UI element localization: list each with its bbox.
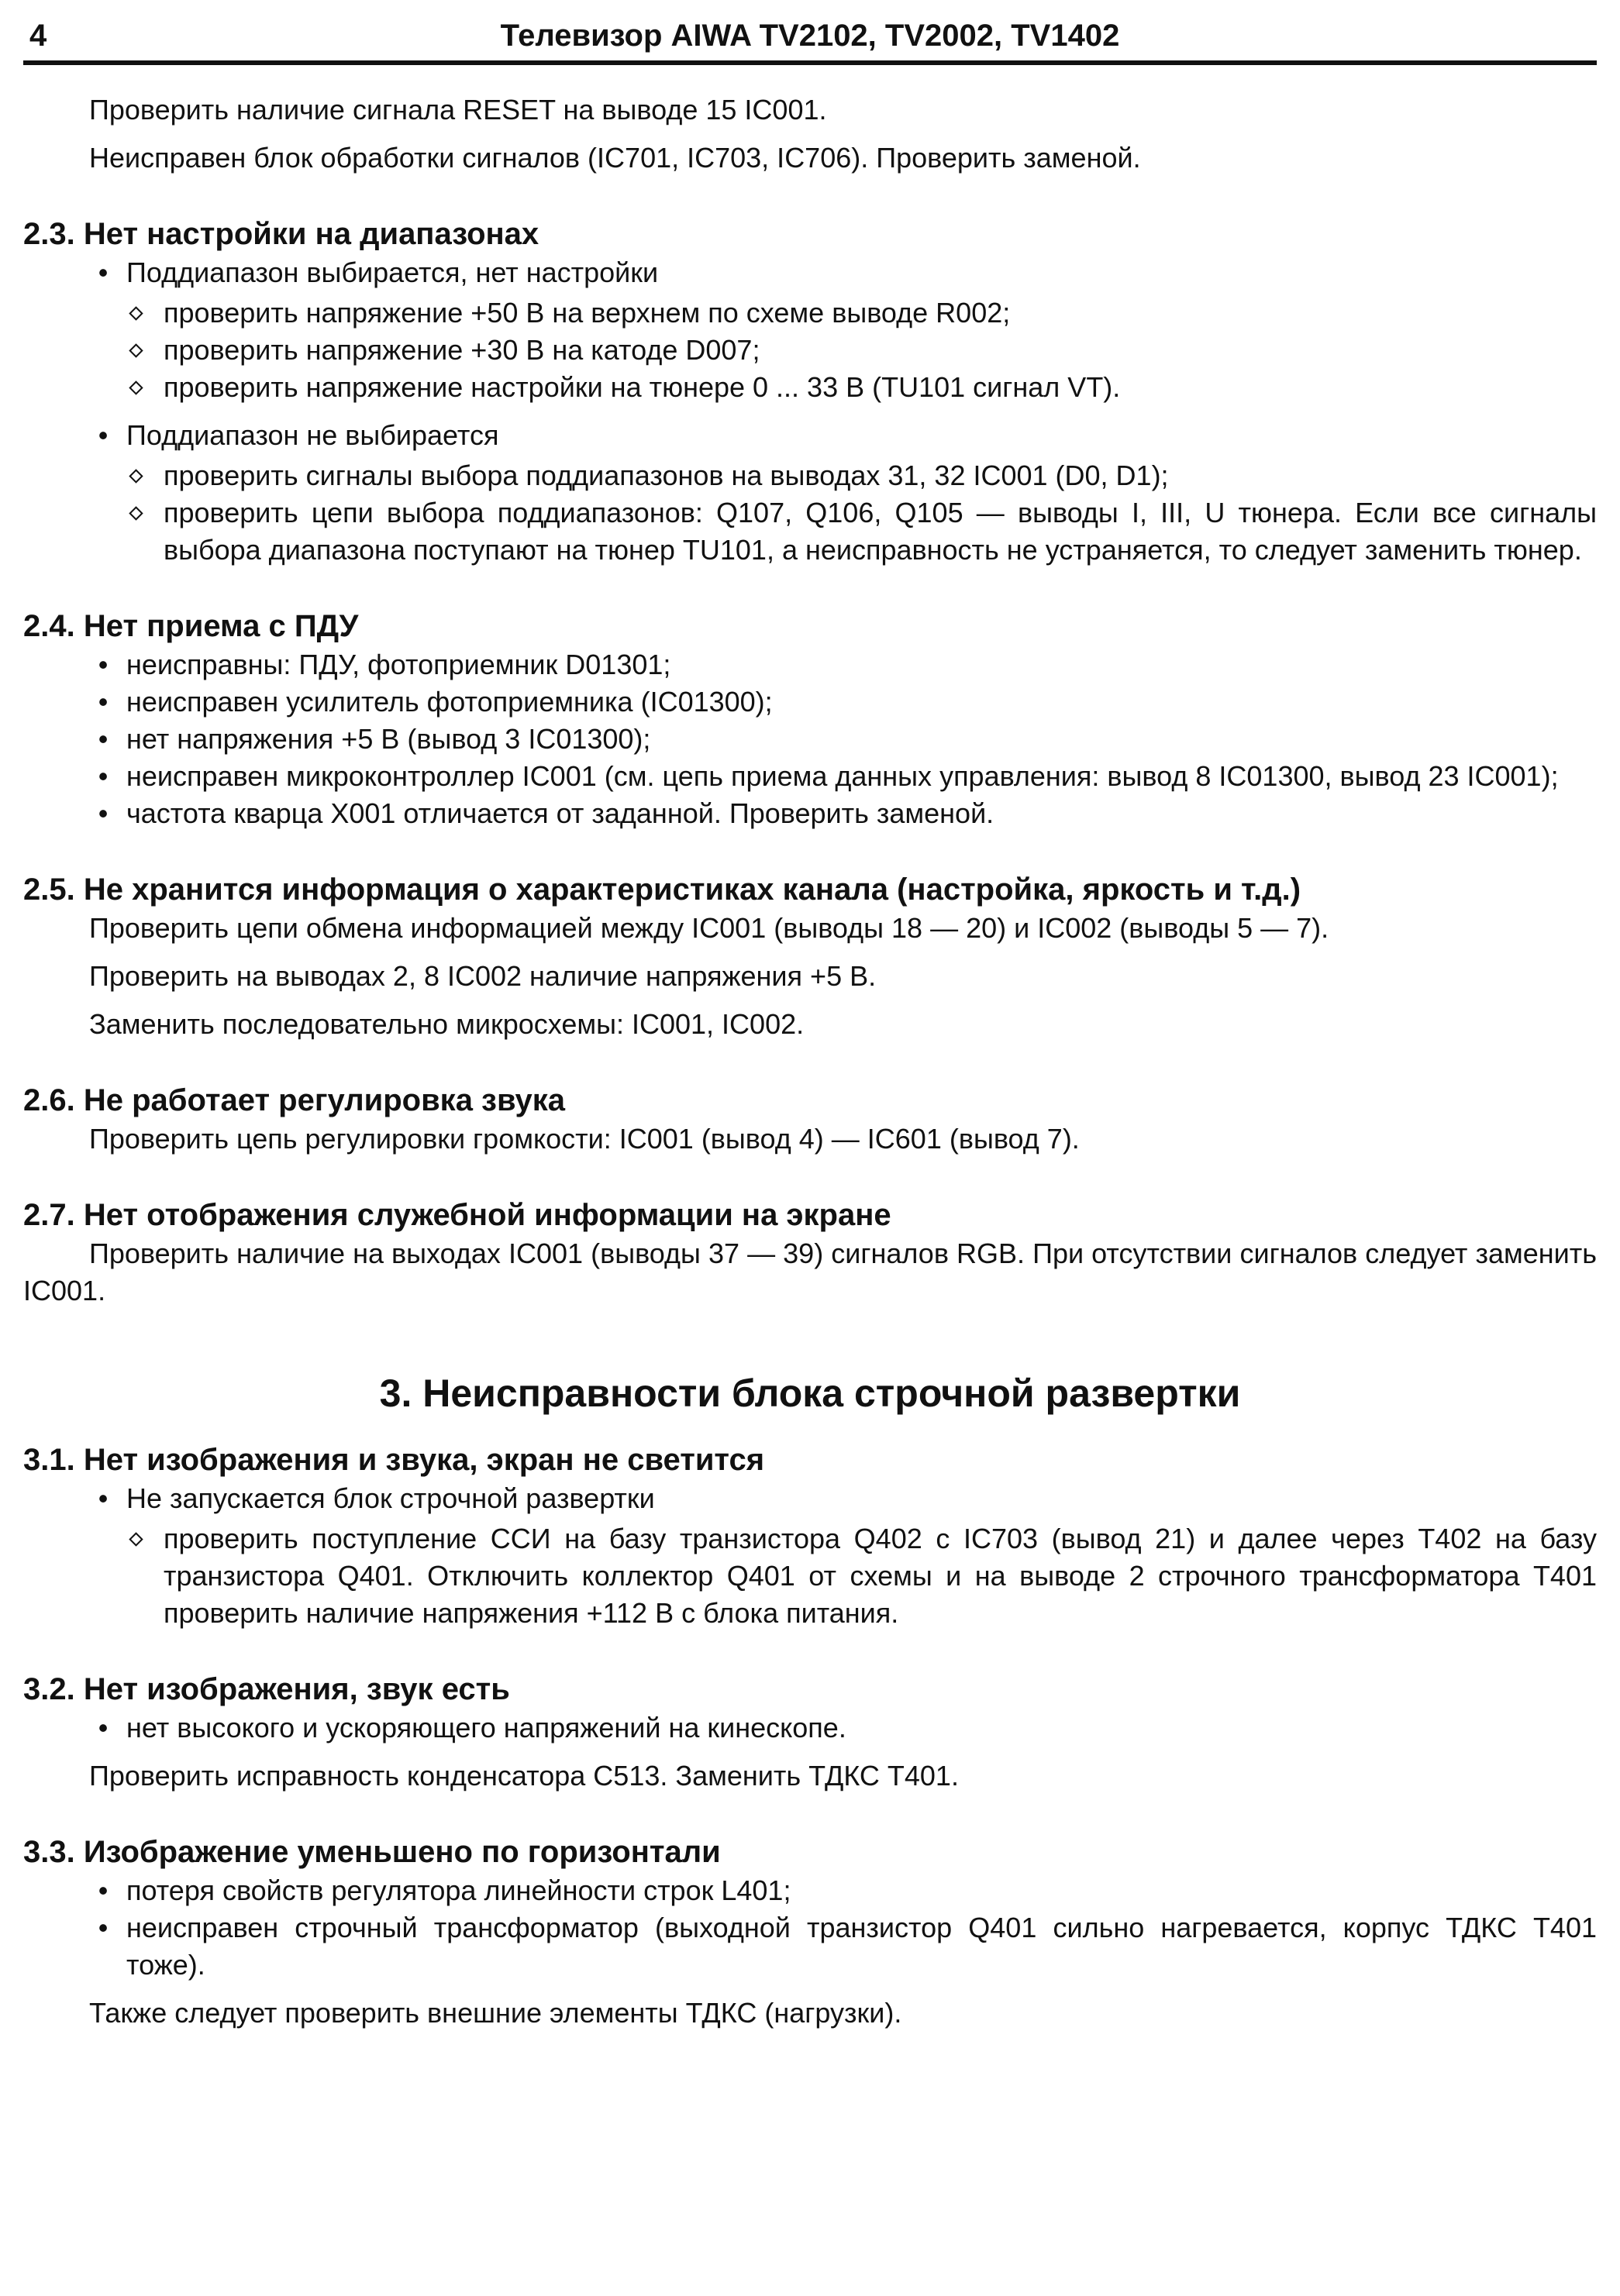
running-title: Телевизор AIWA TV2102, TV2002, TV1402 [500, 19, 1120, 53]
bullet-icon: • [98, 1712, 109, 1744]
sub-list-item [126, 332, 1597, 369]
list-item-text: неисправны: ПДУ, фотоприемник D01301; [126, 649, 671, 680]
list-item-text: нет напряжения +5 В (вывод 3 IC01300); [126, 723, 651, 755]
page-number: 4 [29, 19, 47, 53]
sub-list-item [126, 1520, 1597, 1632]
sub-list [126, 294, 1597, 406]
sub-list-item-text: проверить поступление ССИ на базу транзистора Q402 с IC703 (вывод 21) и далее через Т402 на базу транзистора Q401. Отключить коллектор Q401 от схемы и на выводе 2 строчного трансформатора Т401 проверить наличие напряжения +112 В с блока питания. [164, 1523, 1597, 1629]
section-3-3-paragraph: Также следует проверить внешние элементы ТДКС (нагрузки). [89, 1997, 902, 2029]
chapter-3-title: 3. Неисправности блока строчной развертки [379, 1372, 1241, 1415]
sub-list-item [126, 457, 1597, 494]
bullet-icon: • [98, 1482, 109, 1514]
running-header [23, 14, 1597, 65]
bullet-icon: • [98, 760, 109, 792]
section-3-3-heading: 3.3. Изображение уменьшено по горизонтали [23, 1835, 721, 1869]
section-2-7-paragraph: Проверить наличие на выходах IC001 (выводы 37 — 39) сигналов RGB. При отсутствии сигналов следует заменить IC001. [23, 1237, 1597, 1306]
list-item [89, 417, 1597, 569]
list-item [89, 646, 1597, 683]
sub-list [126, 1520, 1597, 1632]
list-item-text: неисправен строчный трансформатор (выходной транзистор Q401 сильно нагревается, корпус ТДКС Т401 тоже). [126, 1912, 1597, 1981]
sub-list-item-text: проверить цепи выбора поддиапазонов: Q107, Q106, Q105 — выводы I, III, U тюнера. Если все сигналы выбора диапазона поступают на тюнер TU101, а неисправность не устраняется, то следует заменить тюнер. [164, 497, 1597, 566]
sub-list-item-text: проверить сигналы выбора поддиапазонов на выводах 31, 32 IC001 (D0, D1); [164, 460, 1169, 491]
bullet-icon: • [98, 686, 109, 718]
list-item-text: Поддиапазон не выбирается [126, 419, 499, 451]
sub-list-item [126, 294, 1597, 332]
bullet-icon: • [98, 1874, 109, 1906]
list-item [89, 1480, 1597, 1632]
sub-list-item-text: проверить напряжение +30 В на катоде D007; [164, 334, 760, 366]
section-2-5-paragraph-3: Заменить последовательно микросхемы: IC001, IC002. [89, 1008, 805, 1040]
diamond-bullet-icon [129, 380, 143, 394]
bullet-icon: • [98, 256, 109, 288]
section-2-5-heading: 2.5. Не хранится информация о характеристиках канала (настройка, яркость и т.д.) [23, 873, 1301, 907]
section-3-2-paragraph: Проверить исправность конденсатора С513. Заменить ТДКС Т401. [89, 1760, 959, 1792]
list-item [89, 254, 1597, 406]
section-2-4-heading: 2.4. Нет приема с ПДУ [23, 609, 359, 643]
list-item [89, 1909, 1597, 1984]
section-2-7-heading: 2.7. Нет отображения служебной информации на экране [23, 1198, 891, 1232]
intro-paragraph-2: Неисправен блок обработки сигналов (IC701, IC703, IC706). Проверить заменой. [89, 142, 1141, 174]
section-2-5-paragraph-1: Проверить цепи обмена информацией между IC001 (выводы 18 — 20) и IC002 (выводы 5 — 7). [89, 912, 1329, 944]
section-2-6-heading: 2.6. Не работает регулировка звука [23, 1083, 566, 1117]
list-item [89, 721, 1597, 758]
sub-list-item-text: проверить напряжение настройки на тюнере 0 ... 33 В (TU101 сигнал VT). [164, 371, 1121, 403]
list-item [89, 795, 1597, 832]
sub-list-item-text: проверить напряжение +50 В на верхнем по схеме выводе R002; [164, 297, 1011, 329]
sub-list-item [126, 369, 1597, 406]
page-content [23, 91, 1597, 2032]
bullet-icon: • [98, 1912, 109, 1943]
list-item-text: Не запускается блок строчной развертки [126, 1482, 655, 1514]
list-item-text: нет высокого и ускоряющего напряжений на кинескопе. [126, 1712, 846, 1744]
list-item-text: Поддиапазон выбирается, нет настройки [126, 256, 659, 288]
sub-list [126, 457, 1597, 569]
diamond-bullet-icon [129, 343, 143, 357]
section-2-3-list [23, 254, 1597, 569]
diamond-bullet-icon [129, 306, 143, 320]
bullet-icon: • [98, 797, 109, 829]
intro-paragraph-1: Проверить наличие сигнала RESET на выводе 15 IC001. [89, 94, 827, 126]
section-2-3-heading: 2.3. Нет настройки на диапазонах [23, 217, 539, 251]
diamond-bullet-icon [129, 506, 143, 520]
bullet-icon: • [98, 419, 109, 451]
list-item [89, 1709, 1597, 1747]
list-item [89, 1872, 1597, 1909]
sub-list-item [126, 494, 1597, 569]
list-item-text: частота кварца X001 отличается от заданной. Проверить заменой. [126, 797, 994, 829]
diamond-bullet-icon [129, 1532, 143, 1546]
list-item [89, 683, 1597, 721]
section-3-2-heading: 3.2. Нет изображения, звук есть [23, 1672, 510, 1706]
list-item [89, 758, 1597, 795]
section-3-1-list [23, 1480, 1597, 1632]
bullet-icon: • [98, 723, 109, 755]
section-3-1-heading: 3.1. Нет изображения и звука, экран не светится [23, 1443, 765, 1477]
section-3-2-list [23, 1709, 1597, 1747]
list-item-text: неисправен усилитель фотоприемника (IC01300); [126, 686, 773, 718]
diamond-bullet-icon [129, 469, 143, 483]
list-item-text: неисправен микроконтроллер IC001 (см. цепь приема данных управления: вывод 8 IC01300, вывод 23 IC001); [126, 760, 1559, 792]
bullet-icon: • [98, 649, 109, 680]
section-2-4-list [23, 646, 1597, 832]
section-2-6-paragraph: Проверить цепь регулировки громкости: IC001 (вывод 4) — IC601 (вывод 7). [89, 1123, 1080, 1155]
section-2-5-paragraph-2: Проверить на выводах 2, 8 IC002 наличие напряжения +5 В. [89, 960, 877, 992]
list-item-text: потеря свойств регулятора линейности строк L401; [126, 1874, 791, 1906]
section-3-3-list [23, 1872, 1597, 1984]
